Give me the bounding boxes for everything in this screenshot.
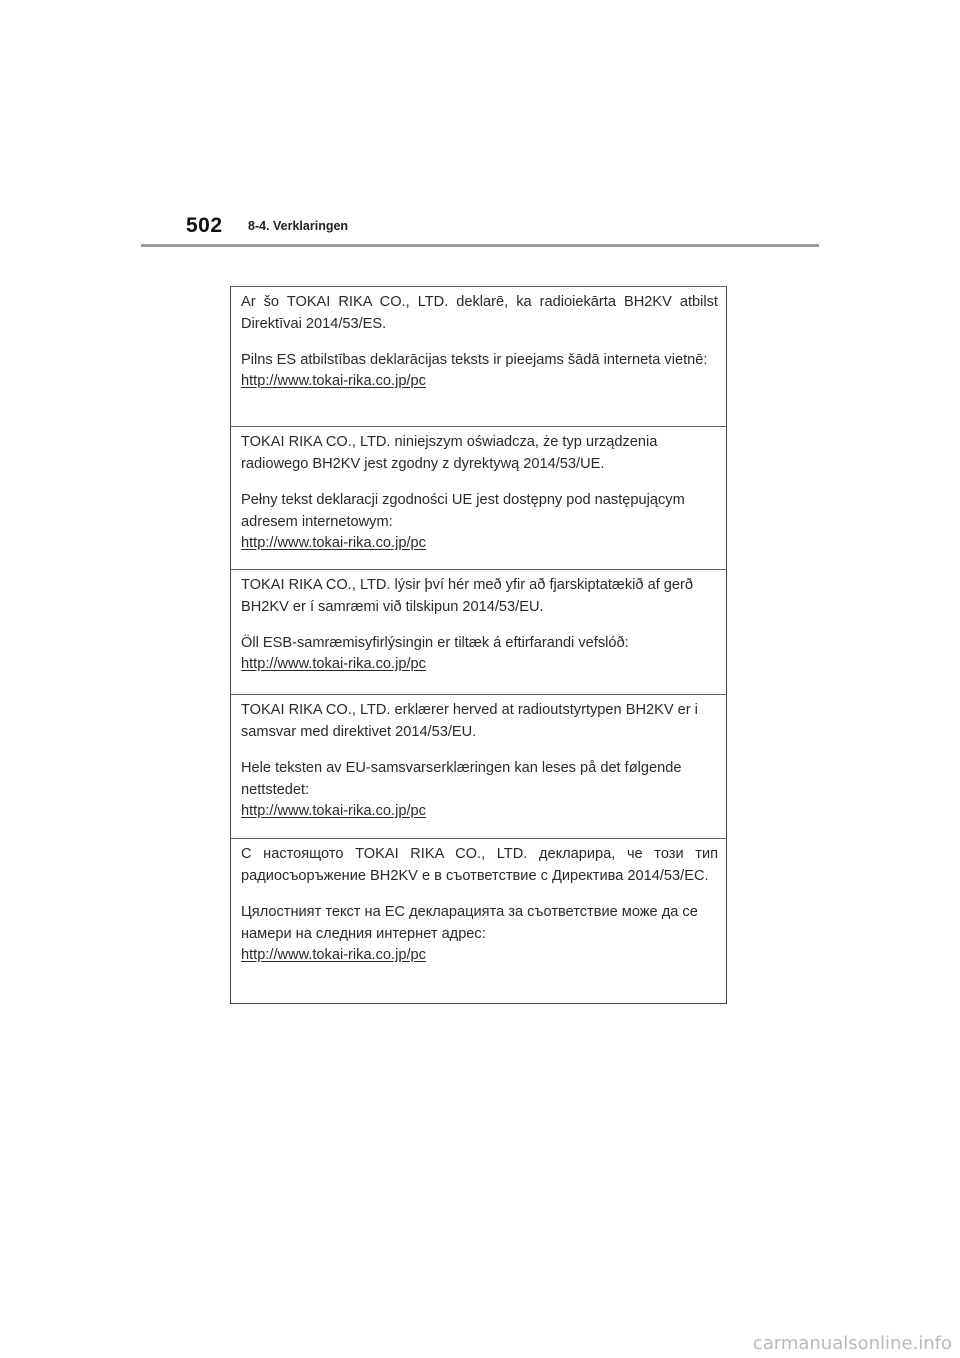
declaration-statement: С настоящото TOKAI RIKA CO., LTD. декларира, че този тип радиосъоръжение BH2KV е в съответствие с Директива 2014/53/ЕС. [241, 846, 718, 884]
declaration-availability: Pełny tekst deklaracji zgodności UE jest dostępny pod następującym adresem internetowym: [241, 492, 685, 530]
declaration-block-bulgarian [230, 838, 727, 1004]
declaration-url-link[interactable]: http://www.tokai-rika.co.jp/pc [241, 535, 426, 551]
declaration-box [230, 286, 727, 1004]
header-rule [141, 244, 819, 247]
declaration-availability: Цялостният текст на ЕС декларацията за съответствие може да се намери на следния интернет адрес: [241, 904, 698, 942]
declaration-statement: Ar šo TOKAI RIKA CO., LTD. deklarē, ka radioiekārta BH2KV atbilst Direktīvai 2014/53/ES. [241, 294, 718, 332]
declaration-availability: Öll ESB-samræmisyfirlýsingin er tiltæk á eftirfarandi vefslóð: [241, 635, 629, 651]
declaration-statement: TOKAI RIKA CO., LTD. niniejszym oświadcza, że typ urządzenia radiowego BH2KV jest zgodny z dyrektywą 2014/53/UE. [241, 434, 658, 472]
declaration-url-link[interactable]: http://www.tokai-rika.co.jp/pc [241, 947, 426, 963]
declaration-availability: Pilns ES atbilstības deklarācijas teksts ir pieejams šādā interneta vietnē: [241, 352, 708, 368]
page-number: 502 [186, 214, 223, 237]
declaration-url-link[interactable]: http://www.tokai-rika.co.jp/pc [241, 803, 426, 819]
declaration-availability: Hele teksten av EU-samsvarserklæringen kan leses på det følgende nettstedet: [241, 760, 682, 798]
section-title: 8-4. Verklaringen [248, 219, 349, 233]
declaration-statement: TOKAI RIKA CO., LTD. erklærer herved at radioutstyrtypen BH2KV er i samsvar med direktivet 2014/53/EU. [241, 702, 698, 740]
declaration-url-link[interactable]: http://www.tokai-rika.co.jp/pc [241, 373, 426, 389]
declaration-url-link[interactable]: http://www.tokai-rika.co.jp/pc [241, 656, 426, 672]
declaration-statement: TOKAI RIKA CO., LTD. lýsir því hér með yfir að fjarskiptatækið af gerð BH2KV er í samræmi við tilskipun 2014/53/EU. [241, 577, 694, 615]
watermark-text: carmanualsonline.info [752, 1333, 952, 1354]
declaration-block-polish [230, 426, 727, 569]
declaration-block-latvian [230, 286, 727, 426]
declaration-block-norwegian [230, 694, 727, 838]
declaration-block-icelandic [230, 569, 727, 694]
